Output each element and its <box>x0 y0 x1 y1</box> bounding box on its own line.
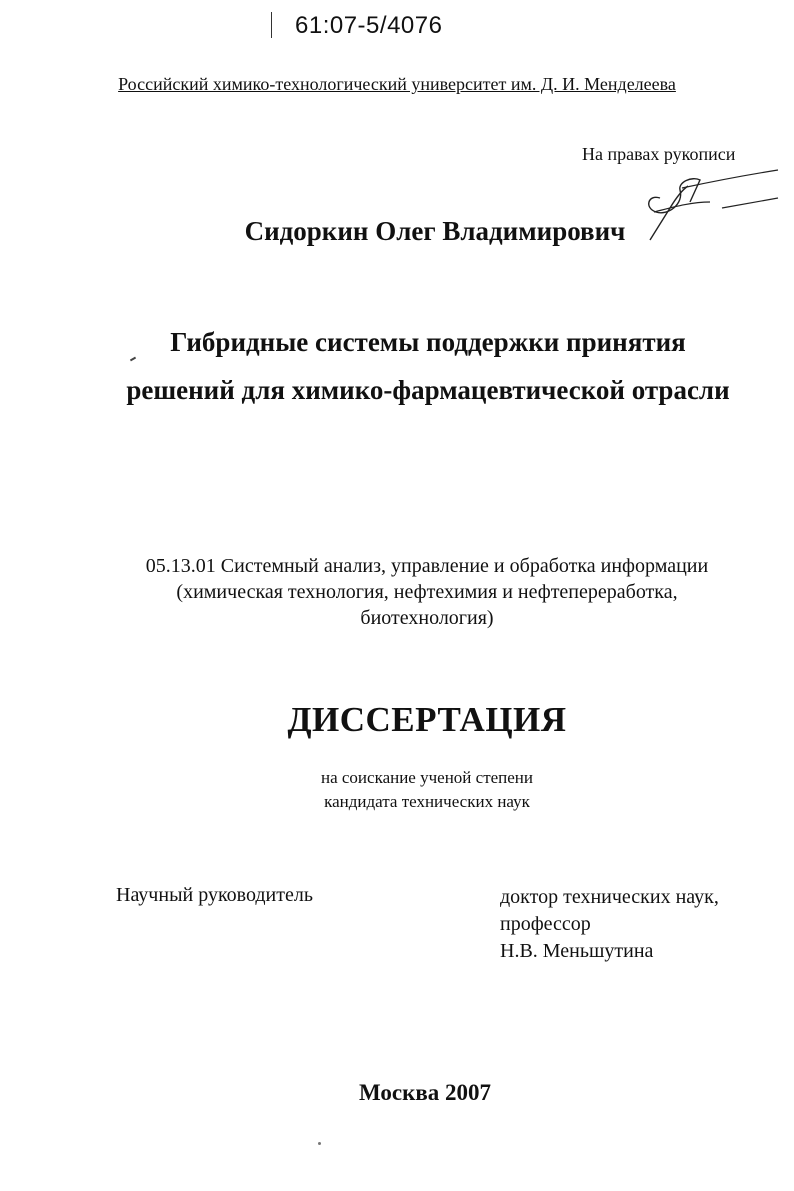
specialty-line-2: (химическая технология, нефтехимия и нефтепереработка, <box>176 581 678 603</box>
scan-speck <box>318 1142 321 1145</box>
dissertation-title <box>0 318 794 414</box>
manuscript-rights-note: На правах рукописи <box>582 144 736 164</box>
supervisor-name: Н.В. Меньшутина <box>500 940 654 962</box>
supervisor-degree: доктор технических наук, <box>500 886 719 908</box>
document-type: ДИССЕРТАЦИЯ <box>287 700 567 739</box>
city-year: Москва 2007 <box>358 1080 492 1105</box>
specialty-block <box>0 553 794 631</box>
author-name: Сидоркин Олег Владимирович <box>244 216 626 246</box>
supervisor-info <box>500 884 719 965</box>
degree-line-1: на соискание ученой степени <box>320 768 534 787</box>
university-name: Российский химико-технологический университет им. Д. И. Менделеева <box>118 74 676 94</box>
title-line-1: Гибридные системы поддержки принятия <box>170 327 686 357</box>
degree-block <box>0 766 794 814</box>
title-line-2: решений для химико-фармацевтической отрасли <box>126 375 730 405</box>
degree-line-2: кандидата технических наук <box>324 792 530 811</box>
catalog-tick-mark <box>271 12 272 38</box>
specialty-line-3: биотехнология) <box>360 607 494 629</box>
supervisor-label: Научный руководитель <box>116 884 313 906</box>
specialty-line-1: 05.13.01 Системный анализ, управление и обработка информации <box>145 555 709 577</box>
catalog-number: 61:07-5/4076 <box>295 12 443 39</box>
supervisor-rank: профессор <box>500 913 591 935</box>
